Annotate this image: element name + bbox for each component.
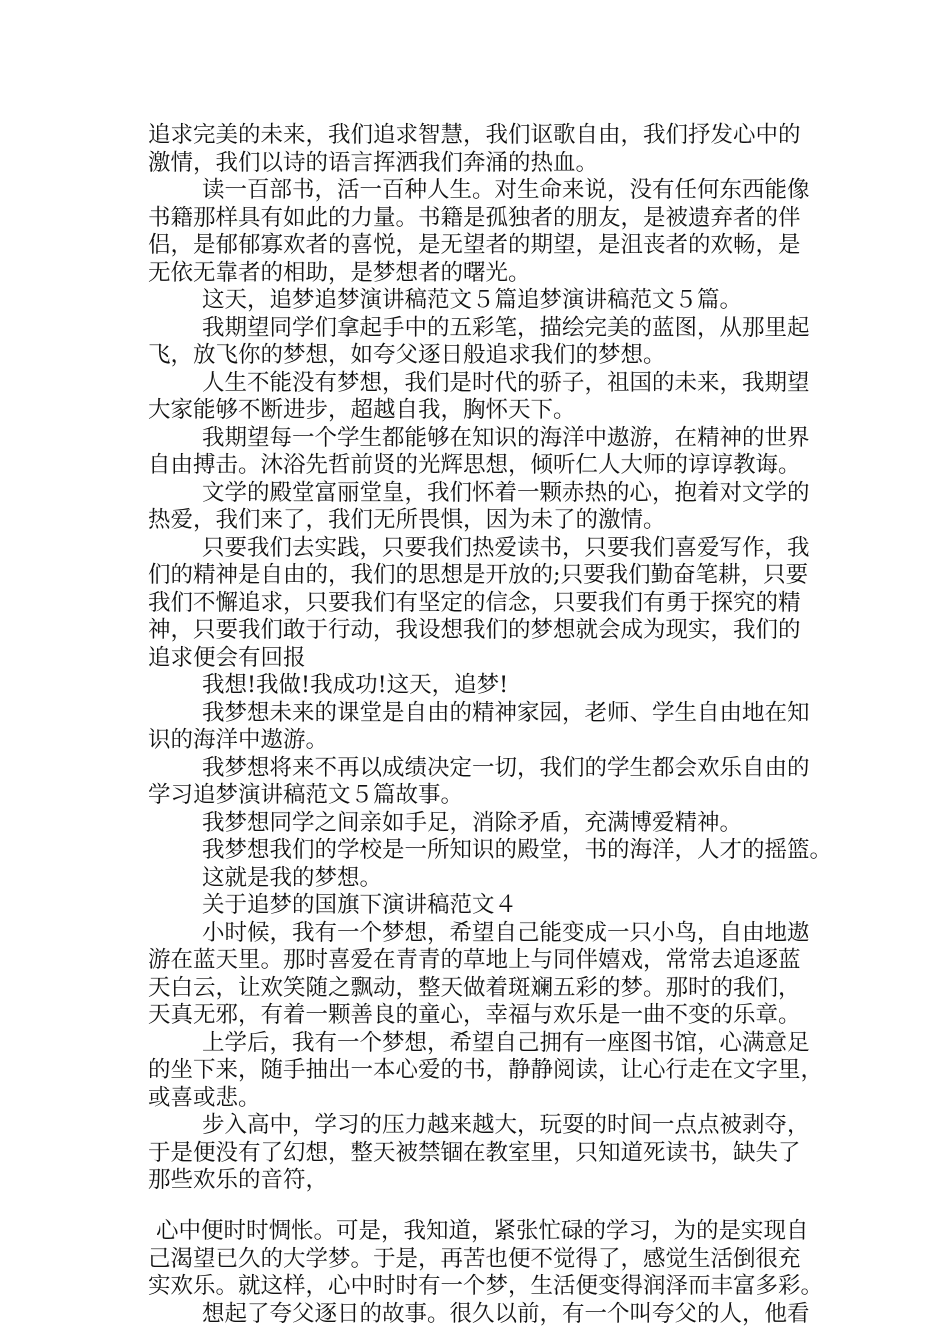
paragraph xyxy=(148,1301,828,1329)
text-line: 我梦想将来不再以成绩决定一切，我们的学生都会欢乐自由的 xyxy=(202,754,810,781)
text-line: 我们不懈追求，只要我们有坚定的信念，只要我们有勇于探究的精 xyxy=(148,589,801,616)
text-line: 我梦想我们的学校是一所知识的殿堂，书的海洋，人才的摇篮。 xyxy=(202,837,833,863)
text-line: 只要我们去实践，只要我们热爱读书，只要我们喜爱写作，我 xyxy=(202,534,810,561)
paragraph xyxy=(148,1112,828,1195)
paragraph xyxy=(148,535,828,673)
paragraph xyxy=(148,425,828,480)
text-line: 激情，我们以诗的语言挥洒我们奔涌的热血。 xyxy=(148,149,599,176)
paragraph xyxy=(148,1246,828,1301)
text-line: 那些欢乐的音符， xyxy=(148,1167,329,1193)
text-line: 这就是我的梦想。 xyxy=(202,864,383,891)
paragraph xyxy=(148,700,828,755)
paragraph xyxy=(148,920,828,1030)
text-line: 大家能够不断进步，超越自我，胸怀天下。 xyxy=(148,397,576,423)
text-line: 我期望每一个学生都能够在知识的海洋中遨游，在精神的世界 xyxy=(202,424,810,451)
text-line: 的坐下来，随手抽出一本心爱的书，静静阅读，让心行走在文字里， xyxy=(148,1057,824,1083)
text-line: 识的海洋中遨游。 xyxy=(148,727,329,753)
paragraph xyxy=(148,672,828,700)
paragraph xyxy=(148,480,828,535)
text-line: 想起了夸父逐日的故事。很久以前，有一个叫夸父的人，他看 xyxy=(202,1300,810,1327)
text-line: 侣，是郁郁寡欢者的喜悦，是无望者的期望，是沮丧者的欢畅，是 xyxy=(148,232,801,258)
paragraph xyxy=(148,315,828,370)
text-line: 追求完美的未来，我们追求智慧，我们讴歌自由，我们抒发心中的 xyxy=(148,122,801,148)
text-line: 天白云，让欢笑随之飘动，整天做着斑斓五彩的梦。那时的我们， xyxy=(148,974,801,1001)
paragraph xyxy=(156,1218,836,1246)
text-line: 文学的殿堂富丽堂皇，我们怀着一颗赤热的心，抱着对文学的 xyxy=(202,479,810,506)
text-line: 读一百部书，活一百种人生。对生命来说，没有任何东西能像 xyxy=(202,177,810,203)
text-line: 或喜或悲。 xyxy=(148,1084,261,1111)
text-line: 游在蓝天里。那时喜爱在青青的草地上与同伴嬉戏，常常去追逐蓝 xyxy=(148,947,801,973)
paragraph xyxy=(148,755,828,810)
paragraph xyxy=(148,810,828,838)
text-line: 学习追梦演讲稿范文５篇故事。 xyxy=(148,782,464,808)
text-line: 我梦想同学之间亲如手足，消除矛盾，充满博爱精神。 xyxy=(202,809,743,836)
text-line: 飞，放飞你的梦想，如夸父逐日般追求我们的梦想。 xyxy=(148,342,666,368)
text-line: 热爱，我们来了，我们无所畏惧，因为未了的激情。 xyxy=(148,507,666,533)
text-line: 这天，追梦追梦演讲稿范文５篇追梦演讲稿范文５篇。 xyxy=(202,287,743,313)
text-line: 关于追梦的国旗下演讲稿范文４ xyxy=(202,892,518,918)
paragraph xyxy=(148,865,828,893)
text-line: 步入高中，学习的压力越来越大，玩耍的时间一点点被剥夺， xyxy=(202,1112,810,1138)
paragraph xyxy=(148,122,828,177)
text-line: 我梦想未来的课堂是自由的精神家园，老师、学生自由地在知 xyxy=(202,699,810,726)
paragraph xyxy=(148,1030,828,1113)
text-line: 无依无靠者的相助，是梦想者的曙光。 xyxy=(148,259,531,286)
text-line: 追求便会有回报 xyxy=(148,644,306,671)
text-line: 心中便时时惆怅。可是，我知道，紧张忙碌的学习，为的是实现自 xyxy=(156,1218,809,1244)
text-line: 实欢乐。就这样，心中时时有一个梦，生活便变得润泽而丰富多彩。 xyxy=(148,1273,824,1299)
text-line: 书籍那样具有如此的力量。书籍是孤独者的朋友，是被遗弃者的伴 xyxy=(148,204,801,231)
text-line: 我期望同学们拿起手中的五彩笔，描绘完美的蓝图，从那里起 xyxy=(202,314,810,341)
text-line: 人生不能没有梦想，我们是时代的骄子，祖国的未来，我期望 xyxy=(202,369,810,396)
text-line: 们的精神是自由的，我们的思想是开放的;只要我们勤奋笔耕，只要 xyxy=(148,562,809,588)
paragraph xyxy=(148,370,828,425)
text-line: 我想!我做!我成功!这天，追梦! xyxy=(202,672,509,698)
text-line: 小时候，我有一个梦想，希望自己能变成一只小鸟，自由地遨 xyxy=(202,919,810,946)
paragraph xyxy=(148,837,833,865)
paragraph xyxy=(148,177,828,287)
text-line: 己渴望已久的大学梦。于是，再苦也便不觉得了，感觉生活倒很充 xyxy=(148,1245,801,1272)
text-line: 神，只要我们敢于行动，我设想我们的梦想就会成为现实，我们的 xyxy=(148,617,801,643)
text-line: 于是便没有了幻想，整天被禁锢在教室里，只知道死读书，缺失了 xyxy=(148,1139,801,1166)
paragraph xyxy=(148,287,828,315)
text-line: 天真无邪，有着一颗善良的童心，幸福与欢乐是一曲不变的乐章。 xyxy=(148,1002,801,1028)
section-heading xyxy=(148,892,828,920)
text-line: 上学后，我有一个梦想，希望自己拥有一座图书馆，心满意足 xyxy=(202,1029,810,1056)
text-line: 自由搏击。沐浴先哲前贤的光辉思想，倾听仁人大师的谆谆教诲。 xyxy=(148,452,801,478)
